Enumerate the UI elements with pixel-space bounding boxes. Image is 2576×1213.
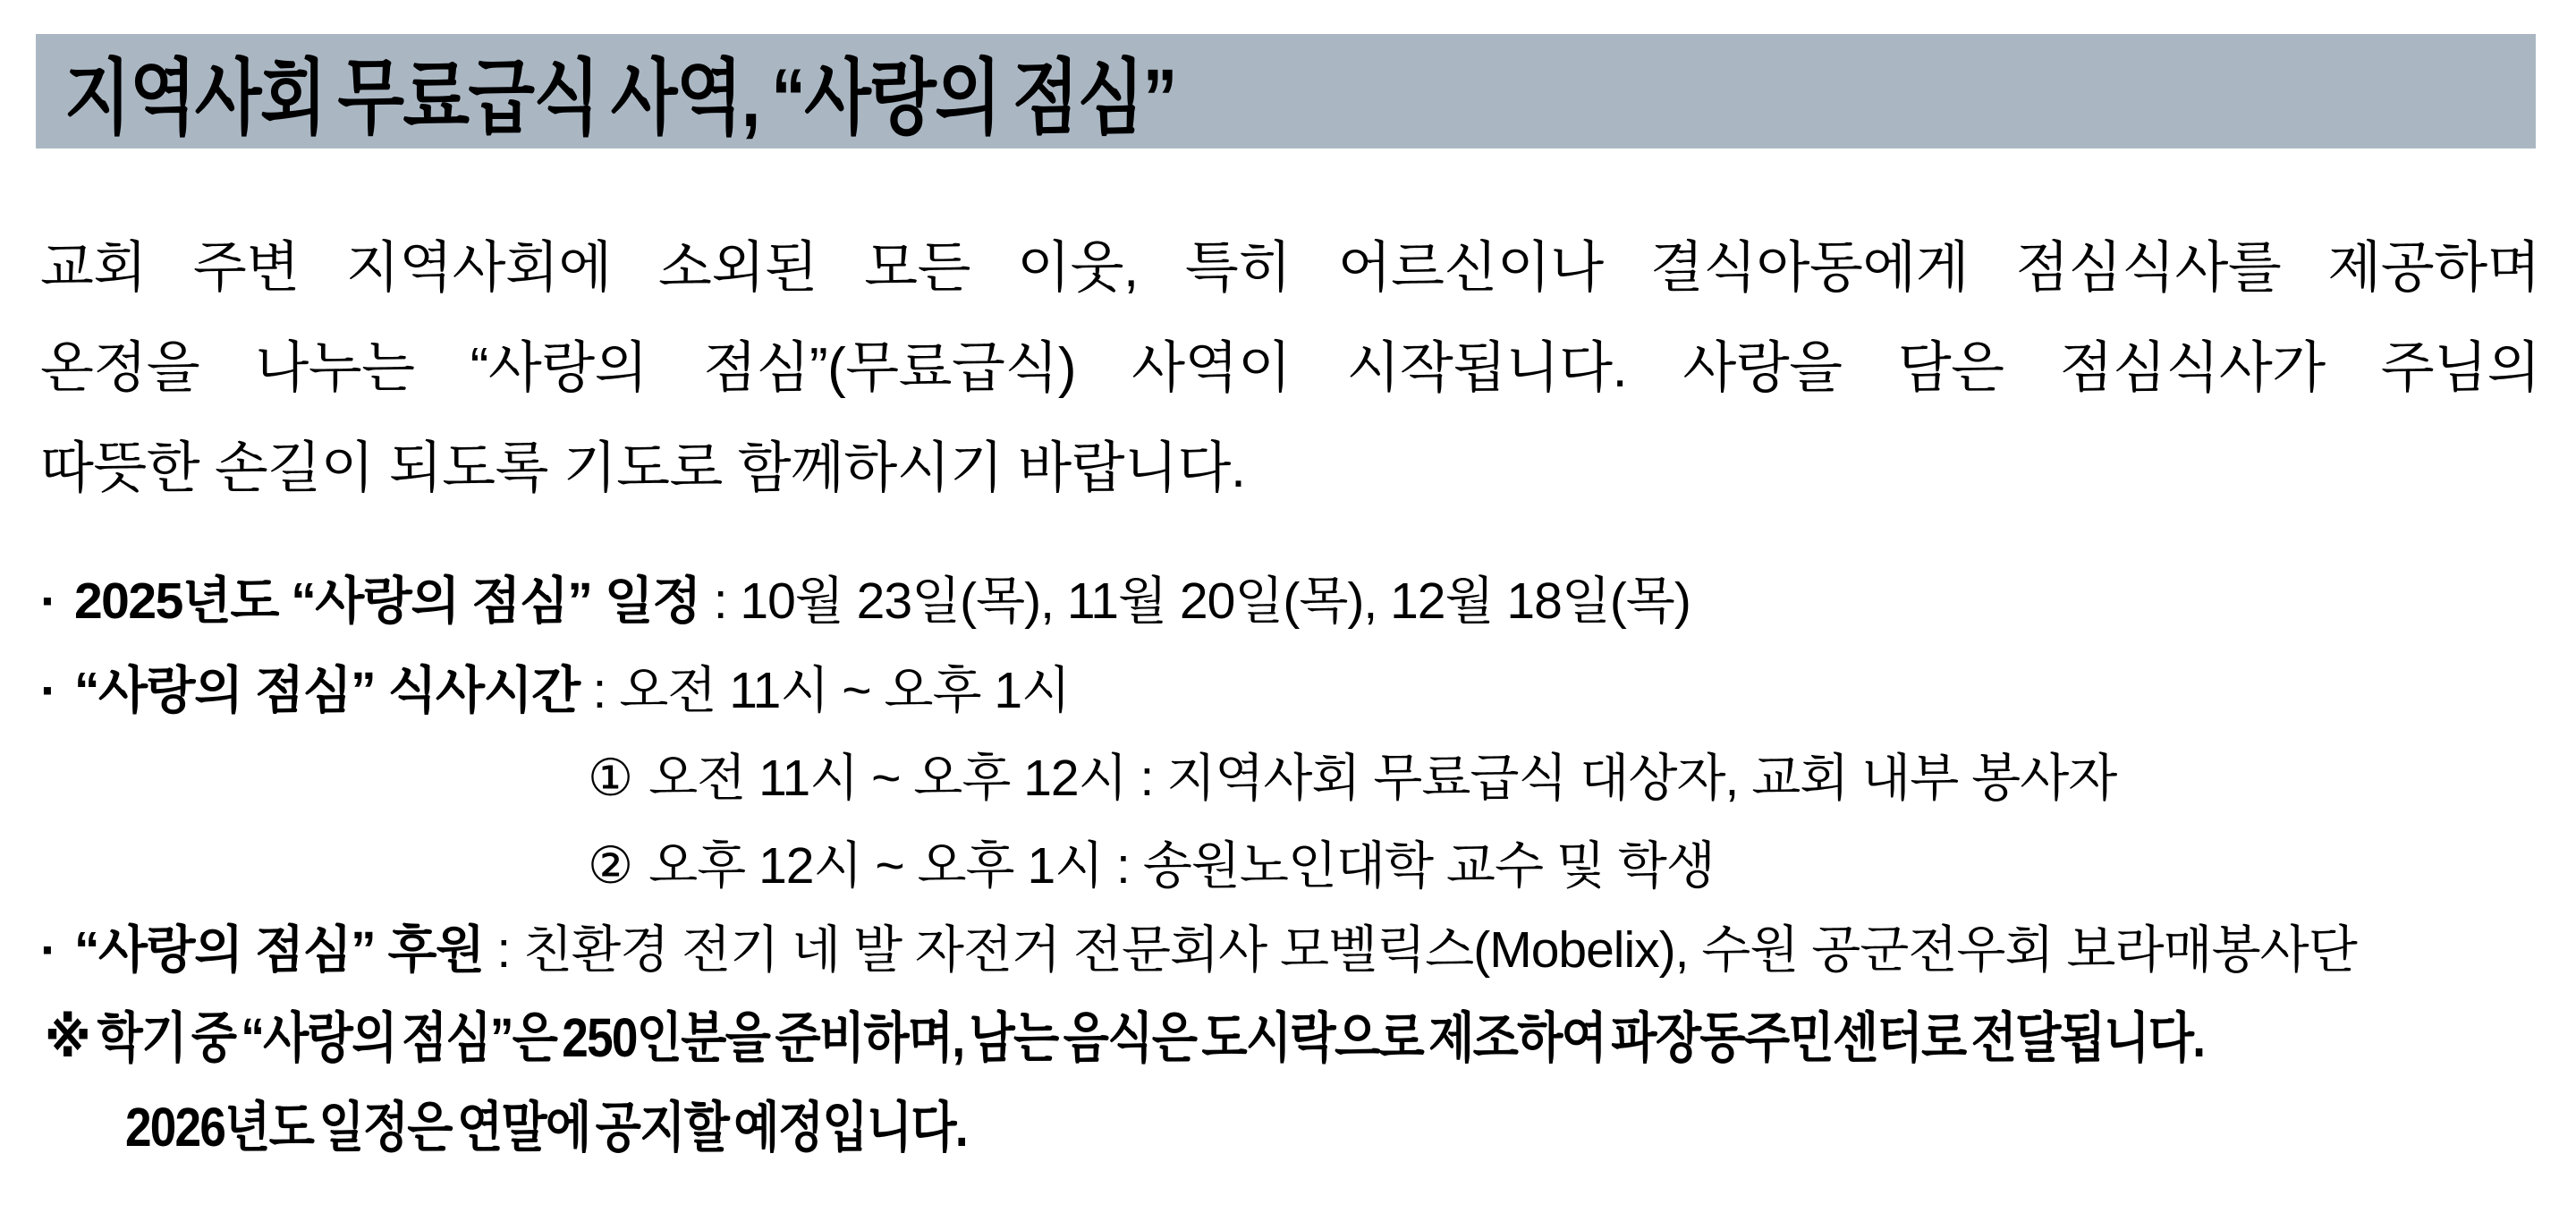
reference-mark-icon: ※ [45,1007,89,1068]
circled-one-icon: ① [588,750,633,807]
sponsor-item [40,909,2357,991]
meal-time-separator: : [579,662,620,719]
schedule-value: 10월 23일(목), 11월 20일(목), 12월 18일(목) [740,573,1690,630]
note-text-1: 학기 중 “사랑의 점심”은 250인분을 준비하며, 남는 음식은 도시락으로 제조하여 파장동주민센터로 전달됩니다. [97,1007,2205,1068]
note-line-2 [125,1086,1093,1168]
note-line-1 [45,997,2527,1079]
page-title: 지역사회 무료급식 사역, “사랑의 점심” [64,53,1176,144]
intro-paragraph [40,218,2540,519]
section-header-bar [36,34,2536,148]
schedule-item [40,560,1690,642]
bullet-icon: · [40,573,56,630]
bullet-icon: · [40,921,56,979]
time-slot-item-2 [588,825,1715,907]
note-text-2: 2026년도 일정은 연말에 공지할 예정입니다. [125,1097,967,1158]
time-slot-text-2: 오후 12시 ~ 오후 1시 : 송원노인대학 교수 및 학생 [648,837,1715,895]
meal-time-label: “사랑의 점심” 식사시간 [73,662,580,719]
intro-line-3: 따뜻한 손길이 되도록 기도로 함께하시기 바랍니다. [40,437,1246,499]
intro-line-1: 교회 주변 지역사회에 소외된 모든 이웃, 특히 어르신이나 결식아동에게 점심식사를 제공하며 [40,237,2540,299]
sponsor-value: 친환경 전기 네 발 자전거 전문회사 모벨릭스(Mobelix), 수원 공군전우회 보라매봉사단 [523,921,2357,979]
time-slot-item-1 [588,737,2116,819]
bullet-icon: · [40,662,56,719]
sponsor-label: “사랑의 점심” 후원 [73,921,484,979]
circled-two-icon: ② [588,837,633,895]
time-slot-text-1: 오전 11시 ~ 오후 12시 : 지역사회 무료급식 대상자, 교회 내부 봉사자 [648,750,2117,807]
intro-line-2: 온정을 나누는 “사랑의 점심”(무료급식) 사역이 시작됩니다. 사랑을 담은 점심식사가 주님의 [40,337,2540,399]
meal-time-item [40,649,1070,732]
sponsor-separator: : [483,921,524,979]
schedule-separator: : [699,573,741,630]
schedule-label: 2025년도 “사랑의 점심” 일정 [73,573,700,630]
meal-time-value: 오전 11시 ~ 오후 1시 [619,662,1071,719]
